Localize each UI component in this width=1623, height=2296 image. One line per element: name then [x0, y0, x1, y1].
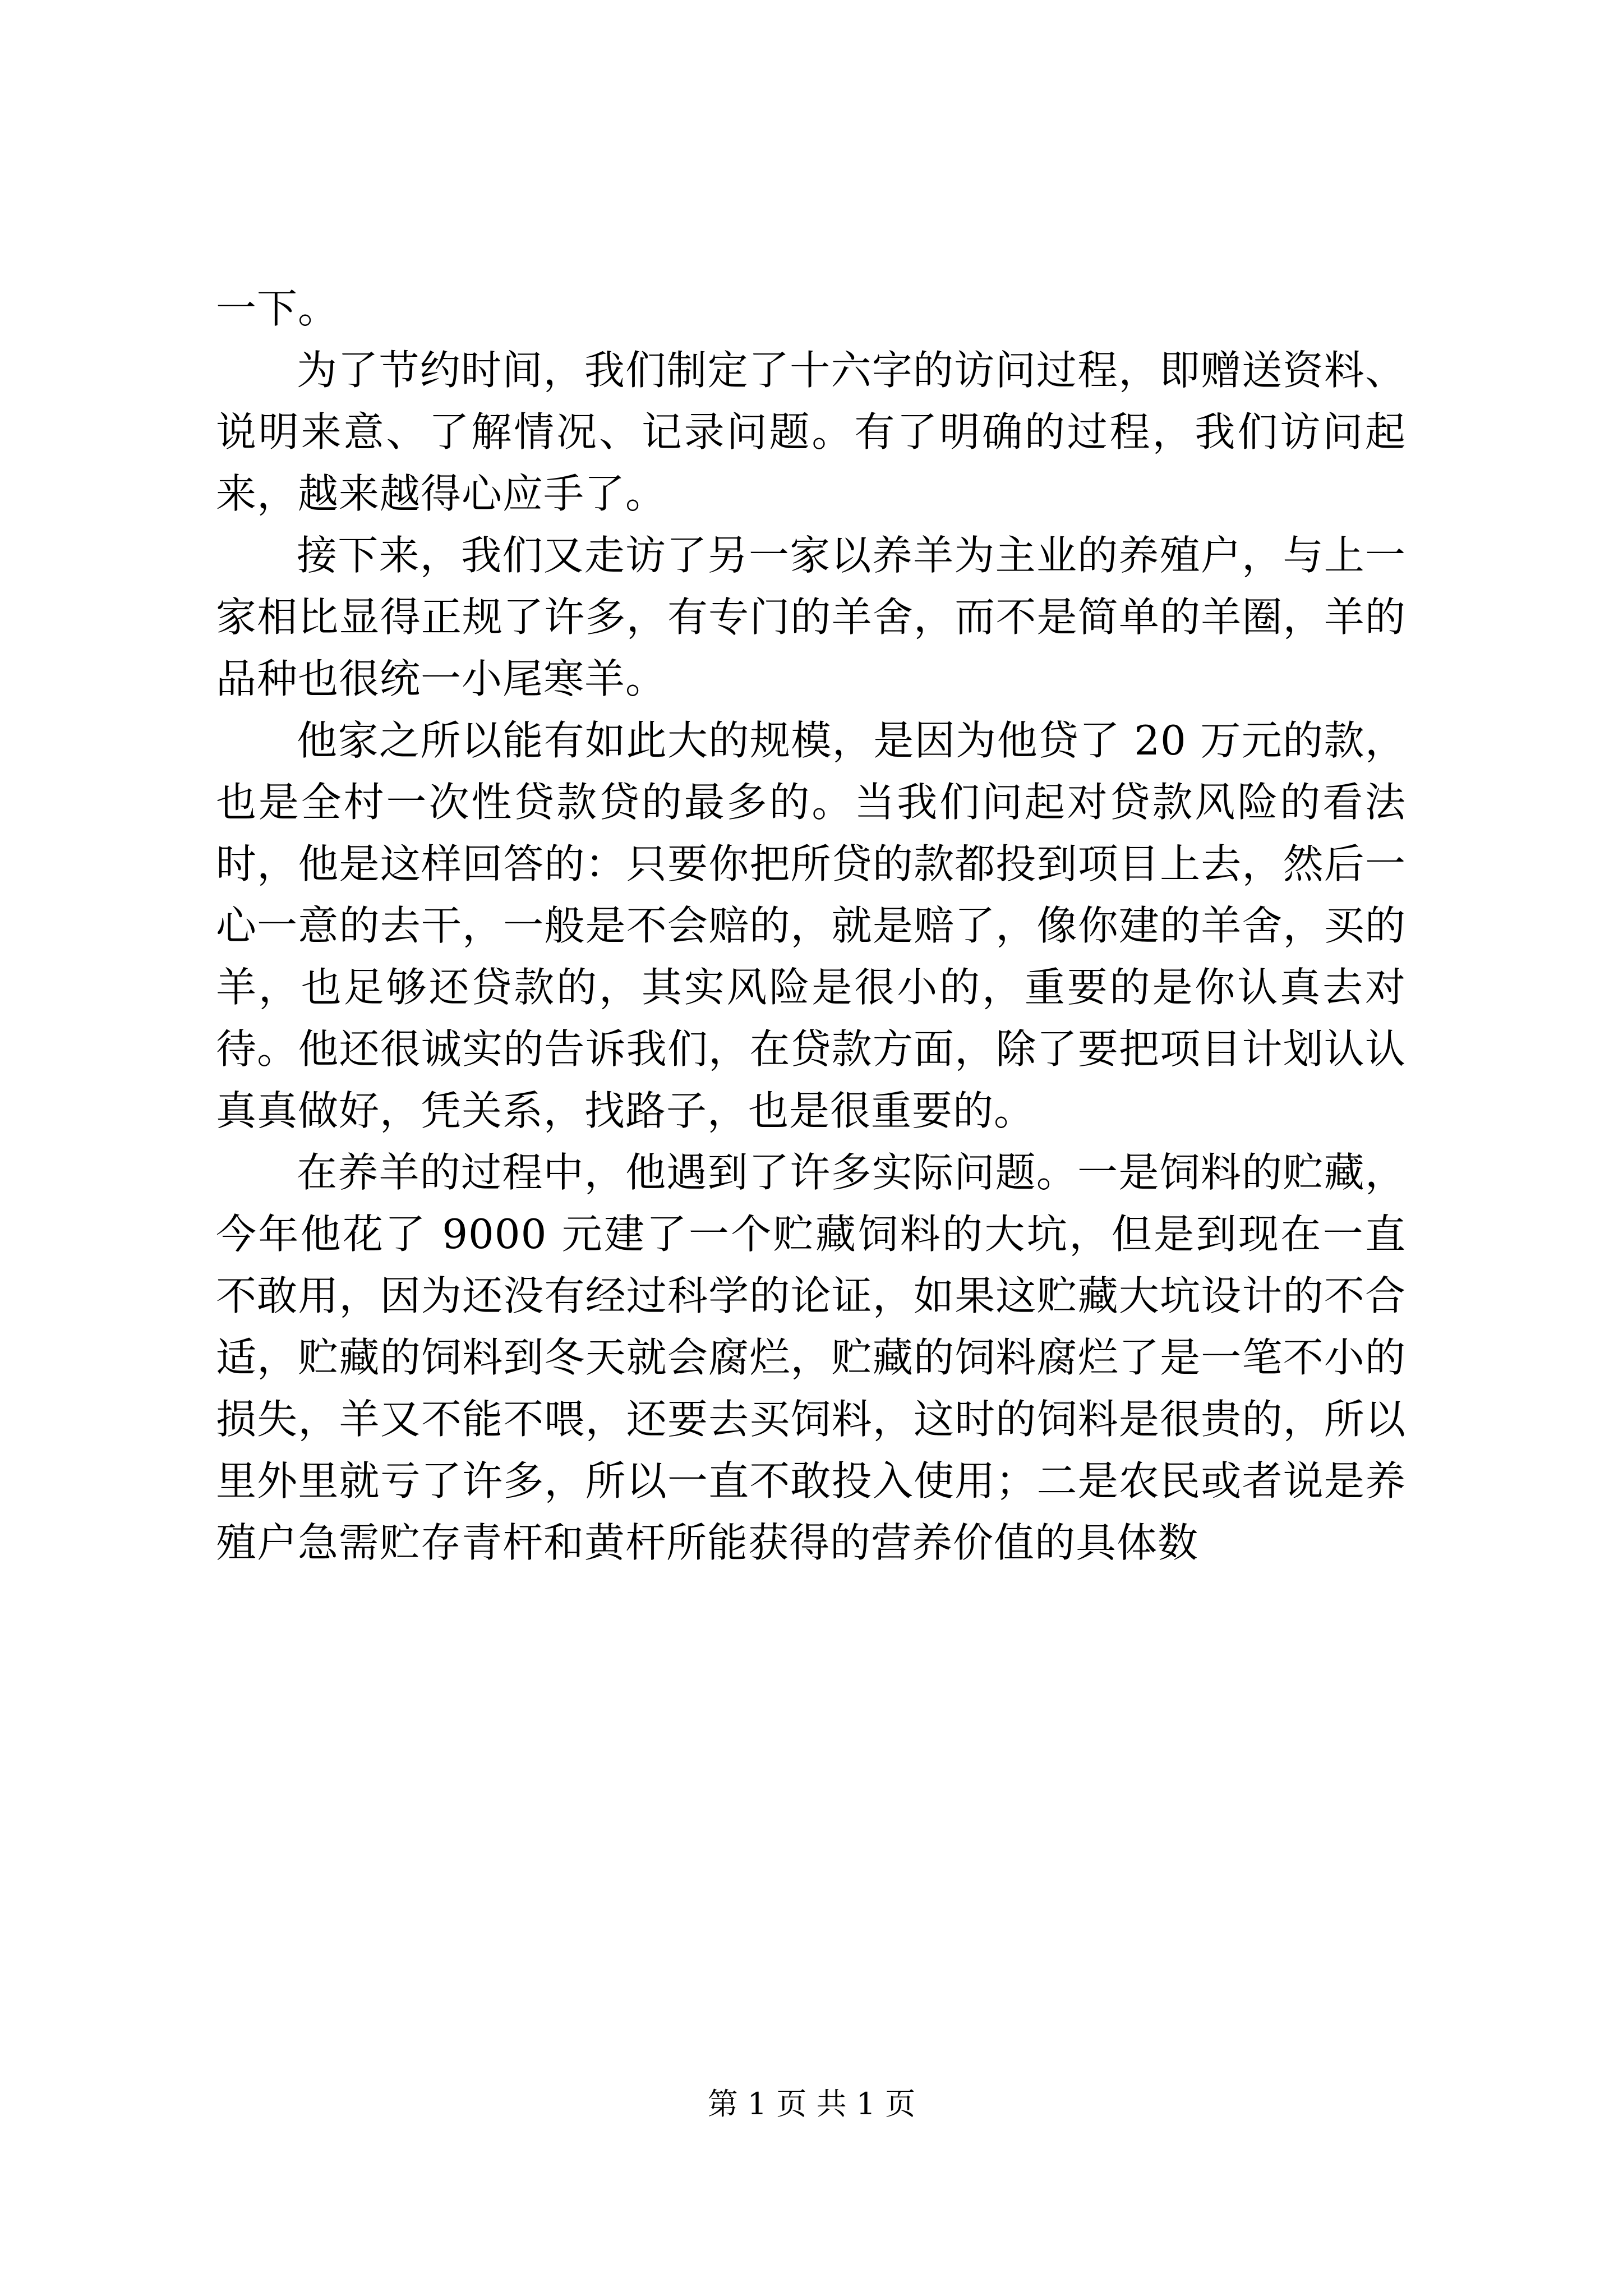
paragraph-interview-process: 为了节约时间，我们制定了十六字的访问过程，即赠送资料、说明来意、了解情况、记录问题。有了明确的过程，我们访问起来，越来越得心应手了。 [216, 347, 1406, 517]
paragraph-loan: 他家之所以能有如此大的规模，是因为他贷了 20 万元的款，也是全村一次性贷款贷的最多的。当我们问起对贷款风险的看法时，他是这样回答的：只要你把所贷的款都投到项目上去，然后一心一意的去干，一般是不会赔的，就是赔了，像你建的羊舍，买的羊，也足够还贷款的，其实风险是很小的，重要的是你认真去对待。他还很诚实的告诉我们，在贷款方面，除了要把项目计划认认真真做好，凭关系，找路子，也是很重要的。 [216, 717, 1406, 1134]
page-footer: 第 1 页 共 1 页 [707, 2086, 916, 2122]
paragraph-second-farmer: 接下来，我们又走访了另一家以养羊为主业的养殖户，与上一家相比显得正规了许多，有专门的羊舍，而不是简单的羊圈，羊的品种也很统一小尾寒羊。 [216, 532, 1406, 702]
paragraph-problems: 在养羊的过程中，他遇到了许多实际问题。一是饲料的贮藏，今年他花了 9000 元建了一个贮藏饲料的大坑，但是到现在一直不敢用，因为还没有经过科学的论证，如果这贮藏大坑设计的不合适，贮藏的饲料到冬天就会腐烂，贮藏的饲料腐烂了是一笔不小的损失，羊又不能不喂，还要去买饲料，这时的饲料是很贵的，所以里外里就亏了许多，所以一直不敢投入使用；二是农民或者说是养殖户急需贮存青杆和黄杆所能获得的营养价值的具体数 [216, 1149, 1406, 1566]
document-body [216, 278, 1406, 1573]
paragraph-continuation: 一下。 [216, 285, 339, 332]
